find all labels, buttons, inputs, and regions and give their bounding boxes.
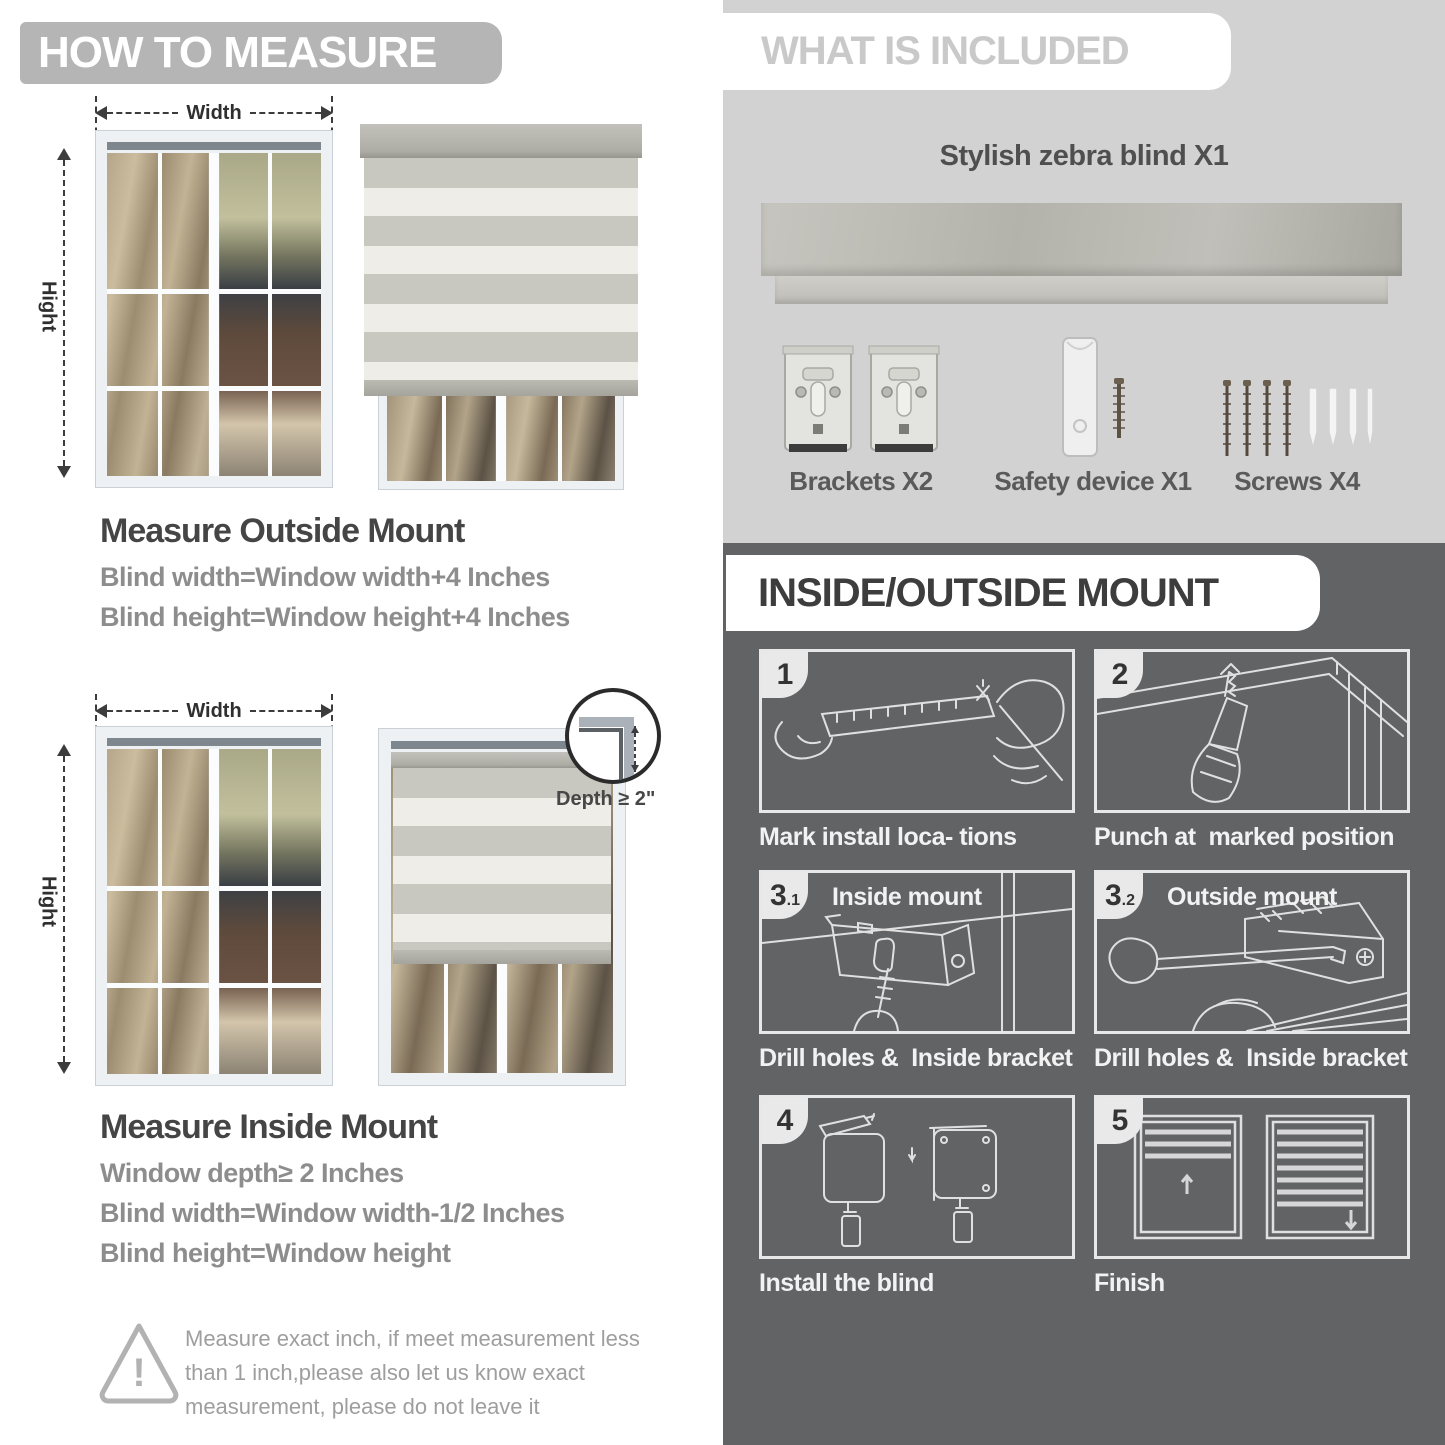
install-blind-illustration: [762, 1098, 1072, 1256]
window-illustration-outside: [95, 130, 333, 488]
outside-mount-blind-illustration: [360, 120, 642, 492]
outside-mount-heading: Measure Outside Mount: [100, 512, 465, 550]
svg-text:!: !: [132, 1351, 146, 1395]
zebra-fabric: [364, 158, 638, 380]
screws-label: Screws X4: [1234, 466, 1360, 496]
step-4-badge: 4: [762, 1098, 808, 1144]
depth-callout-circle: [565, 688, 661, 784]
step-2-badge: 2: [1097, 652, 1143, 698]
arrow-up-icon: [57, 148, 71, 160]
step-1-badge: 1: [762, 652, 808, 698]
inside-mount-heading: Measure Inside Mount: [100, 1108, 438, 1146]
height-label-inside: Hight: [37, 875, 60, 928]
step-4-caption: Install the blind: [759, 1269, 934, 1297]
height-label: Hight: [37, 280, 60, 333]
what-is-included-panel: [723, 0, 1445, 543]
arrow-down-icon: [57, 1062, 71, 1074]
blind-bottom-rail: [393, 950, 611, 964]
step-3-1-title: Inside mount: [832, 883, 982, 911]
what-is-included-title: WHAT IS INCLUDED: [761, 29, 1129, 73]
inside-width-formula: Blind width=Window width-1/2 Inches: [100, 1198, 565, 1228]
width-arrow-inside: [95, 699, 333, 722]
mark-location-illustration: [762, 652, 1072, 810]
step-2-caption: Punch at marked position: [1094, 823, 1395, 851]
warning-triangle-icon: [95, 1322, 183, 1410]
window-track: [107, 142, 321, 150]
depth-corner-detail: [569, 692, 657, 780]
step-4-box: [759, 1095, 1075, 1259]
how-to-measure-title: HOW TO MEASURE: [38, 28, 437, 77]
window-illustration-inside: [95, 726, 333, 1086]
product-label: Stylish zebra blind X1: [939, 140, 1229, 172]
brackets-icon: [781, 340, 941, 462]
screws-icon: [1217, 372, 1373, 464]
inside-height-formula: Blind height=Window height: [100, 1238, 451, 1268]
arrow-up-icon: [57, 744, 71, 756]
step-3-2-box: [1094, 870, 1410, 1034]
blind-cassette: [360, 124, 642, 158]
blind-bottom-rail: [364, 380, 638, 396]
what-is-included-banner: [723, 13, 1231, 90]
step-3-2-caption: Drill holes & Inside bracket: [1094, 1044, 1408, 1072]
mount-banner: [726, 555, 1320, 631]
width-arrow: [95, 101, 333, 124]
measurement-warning-text: Measure exact inch, if meet measurement less than 1 inch,please also let us know exact measurement, please do not leave it: [185, 1326, 640, 1420]
step-3-2-badge: 3 .2: [1097, 873, 1143, 919]
mount-title: INSIDE/OUTSIDE MOUNT: [758, 571, 1219, 615]
safety-device-label: Safety device X1: [994, 466, 1192, 496]
step-3-1-badge: 3 .1: [762, 873, 808, 919]
step-3-2-title: Outside mount: [1167, 883, 1337, 911]
step-5-caption: Finish: [1094, 1269, 1165, 1297]
inside-mount-blind-illustration: [378, 728, 626, 1086]
zebra-blind-headrail-valance: [775, 276, 1388, 304]
depth-label: Depth ≥ 2": [556, 788, 656, 810]
width-label: Width: [186, 101, 242, 124]
step-1-box: [759, 649, 1075, 813]
step-3-1-box: [759, 870, 1075, 1034]
mount-instructions-panel: [723, 543, 1445, 1445]
step-5-box: [1094, 1095, 1410, 1259]
safety-device-icon: [1053, 334, 1143, 462]
step-3-1-caption: Drill holes & Inside bracket: [759, 1044, 1073, 1072]
arrow-down-icon: [57, 466, 71, 478]
finish-illustration: [1097, 1098, 1407, 1256]
step-2-box: [1094, 649, 1410, 813]
how-to-measure-banner: [20, 22, 502, 84]
drill-illustration: [1097, 652, 1407, 810]
brackets-label: Brackets X2: [789, 466, 933, 496]
width-label-inside: Width: [186, 699, 242, 722]
zebra-blind-headrail: [761, 203, 1402, 276]
step-1-caption: Mark install loca- tions: [759, 823, 1017, 851]
outside-height-formula: Blind height=Window height+4 Inches: [100, 602, 570, 632]
inside-depth-rule: Window depth≥ 2 Inches: [100, 1158, 404, 1188]
outside-width-formula: Blind width=Window width+4 Inches: [100, 562, 550, 592]
step-5-badge: 5: [1097, 1098, 1143, 1144]
